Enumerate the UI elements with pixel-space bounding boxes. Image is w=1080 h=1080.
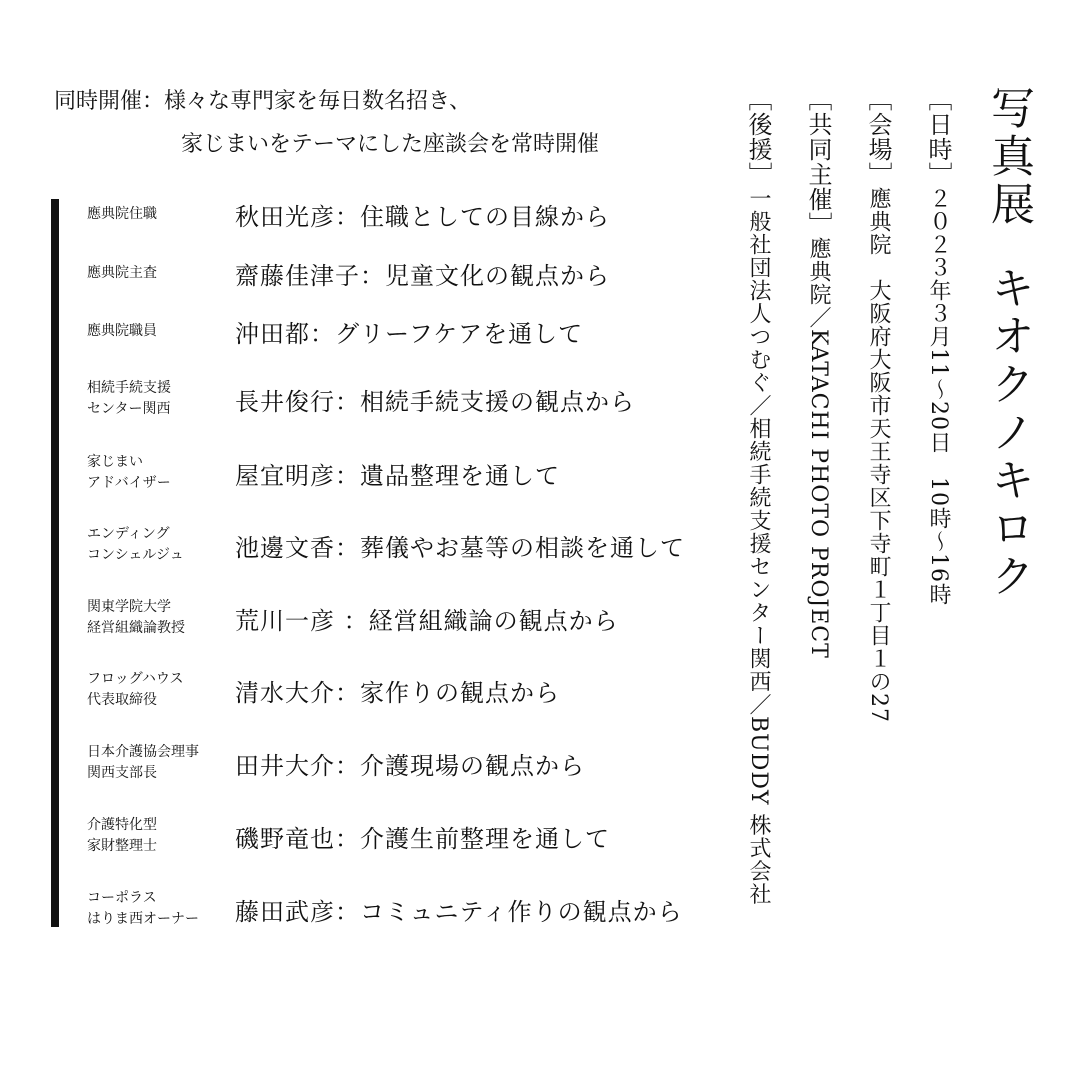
speaker-line: 秋田光彦：住職としての目線から xyxy=(235,202,610,231)
speaker-role: 家じまい アドバイザー xyxy=(87,454,171,491)
speaker-role: 相続手続支援 センター関西 xyxy=(87,380,171,417)
speaker-line: 長井俊行：相続手続支援の観点から xyxy=(235,387,635,416)
speaker-role: 應典院住職 xyxy=(87,205,157,222)
exhibition-title xyxy=(983,85,1034,601)
detail-support xyxy=(746,87,770,906)
intro-line-2: 家じまいをテーマにした座談会を常時開催 xyxy=(181,132,600,157)
intro-line-1: 同時開催：様々な専門家を毎日数名招き、 xyxy=(54,89,472,114)
speaker-line: 池邊文香：葬儀やお墓等の相談を通して xyxy=(235,533,685,562)
detail-value: ２０２３年３月11～20日 10時～16時 xyxy=(926,187,951,606)
detail-venue xyxy=(866,87,890,723)
speaker-line: 沖田都：グリーフケアを通して xyxy=(235,319,584,348)
accent-bar xyxy=(51,199,59,927)
detail-label: ［会場］ xyxy=(864,87,892,187)
detail-label: ［共同主催］ xyxy=(804,87,832,237)
detail-value: 應典院／KATACHI PHOTO PROJECT xyxy=(806,237,831,659)
detail-label: ［日時］ xyxy=(924,87,952,187)
detail-value: 應典院 大阪府大阪市天王寺区下寺町１丁目１の27 xyxy=(866,187,891,723)
speaker-role: エンディング コンシェルジュ xyxy=(87,526,184,563)
detail-value: 一般社団法人つむぐ／相続手続支援センター関西／BUDDY 株式会社 xyxy=(746,187,771,906)
title-main: 写真展 xyxy=(983,85,1034,229)
speaker-line: 田井大介：介護現場の観点から xyxy=(235,751,585,780)
speaker-role: 関東学院大学 経営組織論教授 xyxy=(87,599,185,636)
speaker-line: 藤田武彦：コミュニティ作りの観点から xyxy=(235,897,683,926)
speaker-role: 應典院職員 xyxy=(87,322,157,339)
speaker-line: 荒川一彦 ：経営組織論の観点から xyxy=(235,606,619,635)
speaker-line: 屋宜明彦：遺品整理を通して xyxy=(235,461,560,490)
speaker-role: 介護特化型 家財整理士 xyxy=(87,817,157,854)
title-sub: キオクノキロク xyxy=(983,265,1034,601)
detail-date xyxy=(926,87,950,606)
speaker-line: 齋藤佳津子：児童文化の観点から xyxy=(235,261,610,290)
speaker-role: フロッグハウス 代表取締役 xyxy=(87,671,184,708)
speaker-role: コーポラス はりま西オーナー xyxy=(87,890,199,927)
speaker-role: 日本介護協会理事 関西支部長 xyxy=(87,744,199,781)
detail-cohost xyxy=(806,87,830,659)
speaker-line: 清水大介：家作りの観点から xyxy=(235,678,560,707)
speaker-line: 磯野竜也：介護生前整理を通して xyxy=(235,824,610,853)
speaker-role: 應典院主査 xyxy=(87,264,157,281)
detail-label: ［後援］ xyxy=(744,87,772,187)
